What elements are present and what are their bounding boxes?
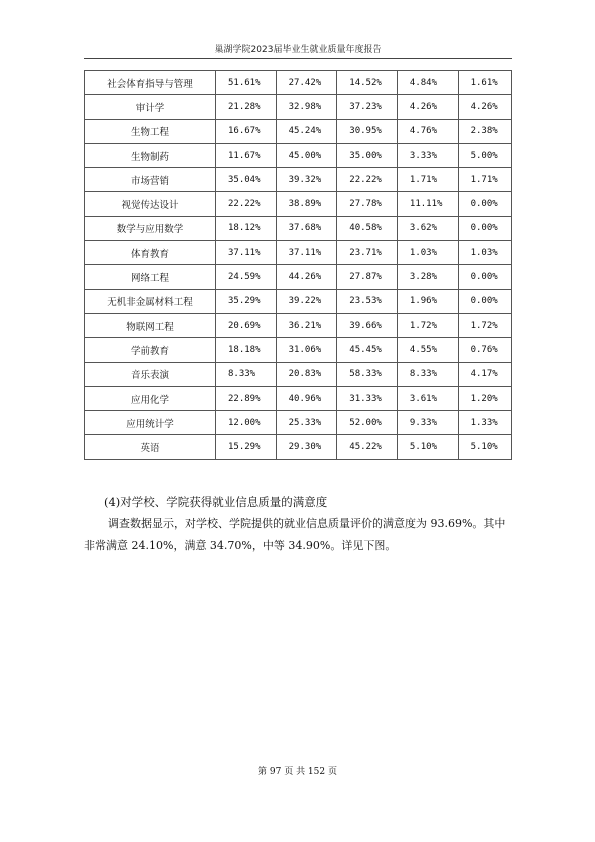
very-dissatisfied-cell: 5.10% <box>458 435 511 459</box>
satisfied-cell: 29.30% <box>276 435 337 459</box>
satisfied-cell: 44.26% <box>276 265 337 289</box>
table-row <box>85 313 512 337</box>
satisfied-cell: 36.21% <box>276 313 337 337</box>
satisfied-cell: 39.22% <box>276 289 337 313</box>
major-name: 社会体育指导与管理 <box>85 71 216 95</box>
table-row <box>85 71 512 95</box>
very-dissatisfied-cell: 0.00% <box>458 192 511 216</box>
header-rule <box>84 58 512 59</box>
dissatisfied-cell: 3.28% <box>397 265 458 289</box>
neutral-cell: 40.58% <box>337 216 398 240</box>
very-dissatisfied-cell: 1.61% <box>458 71 511 95</box>
dissatisfied-cell: 5.10% <box>397 435 458 459</box>
major-name: 审计学 <box>85 95 216 119</box>
page-number: 第 97 页 共 152 页 <box>258 767 337 777</box>
very-dissatisfied-cell: 2.38% <box>458 119 511 143</box>
major-name: 市场营销 <box>85 168 216 192</box>
very-satisfied-cell: 11.67% <box>216 143 277 167</box>
neutral-cell: 23.71% <box>337 241 398 265</box>
very-satisfied-cell: 24.59% <box>216 265 277 289</box>
table-row <box>85 95 512 119</box>
neutral-cell: 30.95% <box>337 119 398 143</box>
very-dissatisfied-cell: 0.76% <box>458 338 511 362</box>
very-dissatisfied-cell: 1.03% <box>458 241 511 265</box>
satisfied-cell: 45.24% <box>276 119 337 143</box>
section-title: (4)对学校、学院获得就业信息质量的满意度 <box>104 495 328 509</box>
major-name: 生物制药 <box>85 143 216 167</box>
neutral-cell: 27.87% <box>337 265 398 289</box>
dissatisfied-cell: 8.33% <box>397 362 458 386</box>
neutral-cell: 45.22% <box>337 435 398 459</box>
satisfied-cell: 25.33% <box>276 411 337 435</box>
satisfied-cell: 27.42% <box>276 71 337 95</box>
satisfied-cell: 32.98% <box>276 95 337 119</box>
dissatisfied-cell: 4.76% <box>397 119 458 143</box>
table-row <box>85 338 512 362</box>
very-dissatisfied-cell: 1.20% <box>458 386 511 410</box>
dissatisfied-cell: 9.33% <box>397 411 458 435</box>
very-satisfied-cell: 15.29% <box>216 435 277 459</box>
dissatisfied-cell: 1.96% <box>397 289 458 313</box>
very-dissatisfied-cell: 4.26% <box>458 95 511 119</box>
table-row <box>85 411 512 435</box>
body-paragraph: 调查数据显示，对学校、学院提供的就业信息质量评价的满意度为 93.69%。其中非常满意 24.10%，满意 34.70%，中等 34.90%。详见下图。 <box>84 517 506 552</box>
very-satisfied-cell: 20.69% <box>216 313 277 337</box>
neutral-cell: 31.33% <box>337 386 398 410</box>
neutral-cell: 39.66% <box>337 313 398 337</box>
satisfied-cell: 20.83% <box>276 362 337 386</box>
table-row <box>85 143 512 167</box>
satisfaction-table <box>84 70 512 460</box>
very-dissatisfied-cell: 1.72% <box>458 313 511 337</box>
satisfied-cell: 45.00% <box>276 143 337 167</box>
very-dissatisfied-cell: 1.71% <box>458 168 511 192</box>
dissatisfied-cell: 4.26% <box>397 95 458 119</box>
dissatisfied-cell: 11.11% <box>397 192 458 216</box>
major-name: 音乐表演 <box>85 362 216 386</box>
satisfied-cell: 39.32% <box>276 168 337 192</box>
page-header: 巢湖学院2023届毕业生就业质量年度报告 <box>214 45 382 55</box>
table-row <box>85 168 512 192</box>
neutral-cell: 22.22% <box>337 168 398 192</box>
very-satisfied-cell: 18.12% <box>216 216 277 240</box>
very-satisfied-cell: 22.89% <box>216 386 277 410</box>
table-row <box>85 265 512 289</box>
table-row <box>85 289 512 313</box>
very-satisfied-cell: 35.29% <box>216 289 277 313</box>
satisfied-cell: 31.06% <box>276 338 337 362</box>
major-name: 视觉传达设计 <box>85 192 216 216</box>
major-name: 体育教育 <box>85 241 216 265</box>
major-name: 网络工程 <box>85 265 216 289</box>
major-name: 应用化学 <box>85 386 216 410</box>
dissatisfied-cell: 4.84% <box>397 71 458 95</box>
table-row <box>85 435 512 459</box>
satisfied-cell: 38.89% <box>276 192 337 216</box>
very-satisfied-cell: 8.33% <box>216 362 277 386</box>
very-dissatisfied-cell: 5.00% <box>458 143 511 167</box>
dissatisfied-cell: 4.55% <box>397 338 458 362</box>
dissatisfied-cell: 3.33% <box>397 143 458 167</box>
very-satisfied-cell: 12.00% <box>216 411 277 435</box>
major-name: 应用统计学 <box>85 411 216 435</box>
neutral-cell: 35.00% <box>337 143 398 167</box>
very-satisfied-cell: 22.22% <box>216 192 277 216</box>
neutral-cell: 58.33% <box>337 362 398 386</box>
very-dissatisfied-cell: 0.00% <box>458 265 511 289</box>
dissatisfied-cell: 1.72% <box>397 313 458 337</box>
dissatisfied-cell: 1.71% <box>397 168 458 192</box>
very-dissatisfied-cell: 0.00% <box>458 289 511 313</box>
table-row <box>85 119 512 143</box>
dissatisfied-cell: 3.62% <box>397 216 458 240</box>
neutral-cell: 27.78% <box>337 192 398 216</box>
major-name: 物联网工程 <box>85 313 216 337</box>
dissatisfied-cell: 3.61% <box>397 386 458 410</box>
table-row <box>85 386 512 410</box>
major-name: 无机非金属材料工程 <box>85 289 216 313</box>
very-satisfied-cell: 35.04% <box>216 168 277 192</box>
very-satisfied-cell: 16.67% <box>216 119 277 143</box>
satisfied-cell: 37.11% <box>276 241 337 265</box>
table-row <box>85 216 512 240</box>
satisfied-cell: 37.68% <box>276 216 337 240</box>
neutral-cell: 52.00% <box>337 411 398 435</box>
table-row <box>85 362 512 386</box>
very-satisfied-cell: 51.61% <box>216 71 277 95</box>
very-dissatisfied-cell: 4.17% <box>458 362 511 386</box>
dissatisfied-cell: 1.03% <box>397 241 458 265</box>
major-name: 英语 <box>85 435 216 459</box>
very-satisfied-cell: 18.18% <box>216 338 277 362</box>
neutral-cell: 45.45% <box>337 338 398 362</box>
table-row <box>85 241 512 265</box>
very-satisfied-cell: 21.28% <box>216 95 277 119</box>
neutral-cell: 14.52% <box>337 71 398 95</box>
major-name: 学前教育 <box>85 338 216 362</box>
table-row <box>85 192 512 216</box>
major-name: 数学与应用数学 <box>85 216 216 240</box>
very-dissatisfied-cell: 0.00% <box>458 216 511 240</box>
very-dissatisfied-cell: 1.33% <box>458 411 511 435</box>
neutral-cell: 23.53% <box>337 289 398 313</box>
major-name: 生物工程 <box>85 119 216 143</box>
satisfied-cell: 40.96% <box>276 386 337 410</box>
neutral-cell: 37.23% <box>337 95 398 119</box>
very-satisfied-cell: 37.11% <box>216 241 277 265</box>
table-body <box>85 71 512 460</box>
